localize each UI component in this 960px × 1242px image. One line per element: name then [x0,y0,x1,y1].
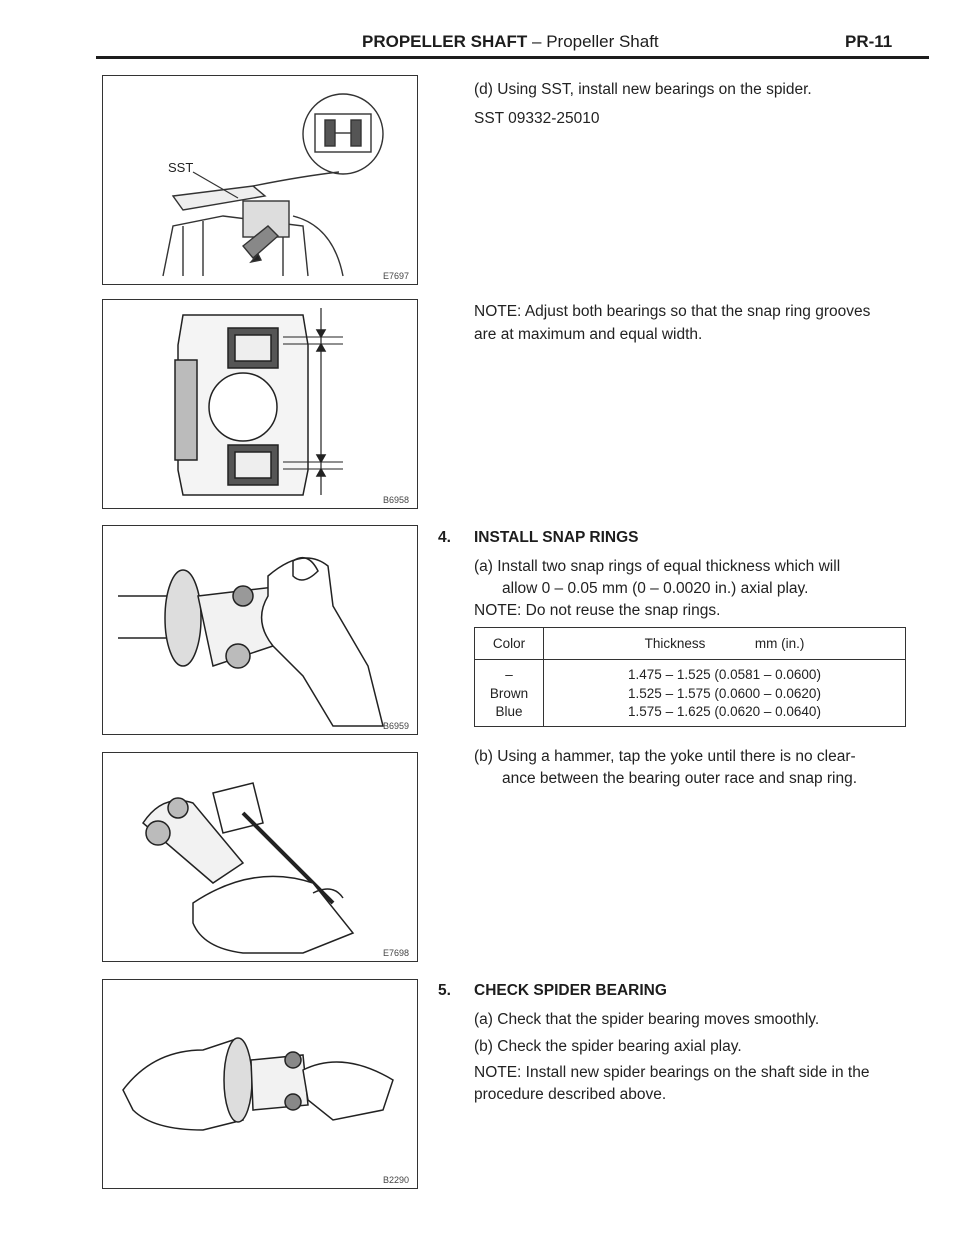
illustration-hand-snap-ring [103,526,416,733]
step-4-heading: INSTALL SNAP RINGS [474,529,639,546]
thickness-label: Thickness [644,636,706,651]
illustration-yoke-bearings [103,300,416,507]
figure-check-spider [102,979,418,1189]
figure-code: B2290 [382,1175,409,1185]
color-value: Brown [489,685,529,701]
page-header-title [362,32,659,52]
thickness-value: 1.475 – 1.525 (0.0581 – 0.0600) [628,667,821,682]
col-header-thickness [544,628,906,660]
snap-ring-table [474,627,906,727]
note-adjust-line1: NOTE: Adjust both bearings so that the snap ring grooves [474,303,871,320]
note-install-line1: NOTE: Install new spider bearings on the shaft side in the [474,1064,870,1081]
step-5b: (b) Check the spider bearing axial play. [474,1038,742,1055]
note-snap-rings: NOTE: Do not reuse the snap rings. [474,602,721,619]
figure-snap-ring-grooves [102,299,418,509]
figure-hammer-yoke [102,752,418,962]
color-cell [475,660,544,727]
sst-number: SST 09332-25010 [474,110,600,127]
figure-sst-install [102,75,418,285]
step-5a: (a) Check that the spider bearing moves smoothly. [474,1011,820,1028]
figure-code: B6958 [382,495,409,505]
figure-code: E7698 [382,948,409,958]
figure-install-snap-ring [102,525,418,735]
step-4b-line1: (b) Using a hammer, tap the yoke until there is no clear- [474,748,856,765]
step-4a-line2: allow 0 – 0.05 mm (0 – 0.0020 in.) axial play. [502,580,809,597]
thickness-unit: mm (in.) [754,636,805,651]
section-title: PROPELLER SHAFT [362,32,528,51]
illustration-hammer [103,753,416,960]
figure-code: E7697 [382,271,409,281]
step-4b-line2: ance between the bearing outer race and snap ring. [502,770,858,787]
step-d-text: (d) Using SST, install new bearings on the spider. [474,81,812,98]
step-4-number: 4. [438,529,451,546]
page-code: PR-11 [845,32,893,51]
header-rule [96,56,929,59]
color-value: Blue [495,704,523,719]
col-header-color: Color [475,628,544,660]
step-5-heading: CHECK SPIDER BEARING [474,982,667,999]
step-4a-line1: (a) Install two snap rings of equal thickness which will [474,558,841,575]
sst-callout-label: SST [168,160,194,175]
note-adjust-line2: are at maximum and equal width. [474,326,703,343]
thickness-cell [544,660,906,727]
illustration-check-bearing [103,980,416,1187]
figure-code: B6959 [382,721,409,731]
thickness-value: 1.575 – 1.625 (0.0620 – 0.0640) [628,704,821,719]
illustration-sst-press [103,76,416,283]
step-5-number: 5. [438,982,451,999]
color-value: – [505,667,513,682]
note-install-line2: procedure described above. [474,1086,667,1103]
thickness-value: 1.525 – 1.575 (0.0600 – 0.0620) [628,685,821,701]
subsection-title: – Propeller Shaft [527,32,659,51]
